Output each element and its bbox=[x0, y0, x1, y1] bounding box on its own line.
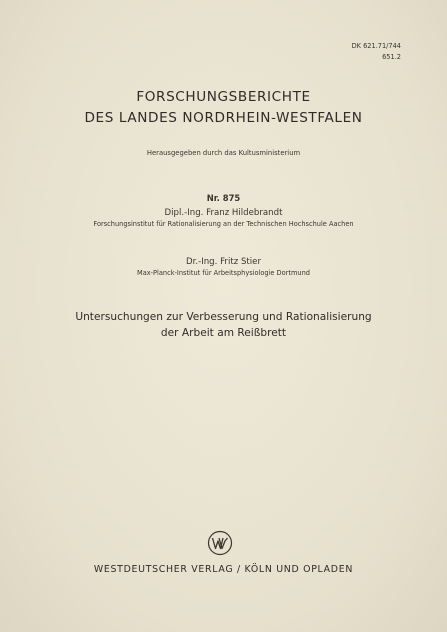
series-title bbox=[0, 87, 447, 129]
report-number: Nr. 875 bbox=[206, 193, 241, 203]
author-name: Dipl.-Ing. Franz Hildebrandt bbox=[164, 208, 283, 218]
wv-monogram-icon bbox=[207, 530, 233, 556]
publisher-imprint: WESTDEUTSCHER VERLAG / KÖLN UND OPLADEN bbox=[93, 564, 354, 575]
classification-line-1: DK 621.71/744 bbox=[351, 42, 401, 50]
author-institution: Max-Planck-Institut für Arbeitsphysiologie Dortmund bbox=[137, 269, 310, 277]
classification-code bbox=[352, 41, 401, 63]
series-title-line-2: DES LANDES NORDRHEIN-WESTFALEN bbox=[84, 110, 363, 126]
classification-line-2: 651.2 bbox=[382, 53, 401, 61]
author-1 bbox=[0, 207, 447, 230]
author-2 bbox=[0, 256, 447, 279]
author-institution: Forschungsinstitut für Rationalisierung an der Technischen Hochschule Aachen bbox=[93, 220, 354, 228]
editor-note: Herausgegeben durch das Kultusministerium bbox=[146, 149, 301, 157]
series-title-line-1: FORSCHUNGSBERICHTE bbox=[136, 89, 311, 105]
author-name: Dr.-Ing. Fritz Stier bbox=[186, 257, 261, 267]
report-title bbox=[0, 309, 447, 341]
report-title-line-1: Untersuchungen zur Verbesserung und Rationalisierung bbox=[75, 311, 372, 323]
report-title-line-2: der Arbeit am Reißbrett bbox=[160, 327, 287, 339]
